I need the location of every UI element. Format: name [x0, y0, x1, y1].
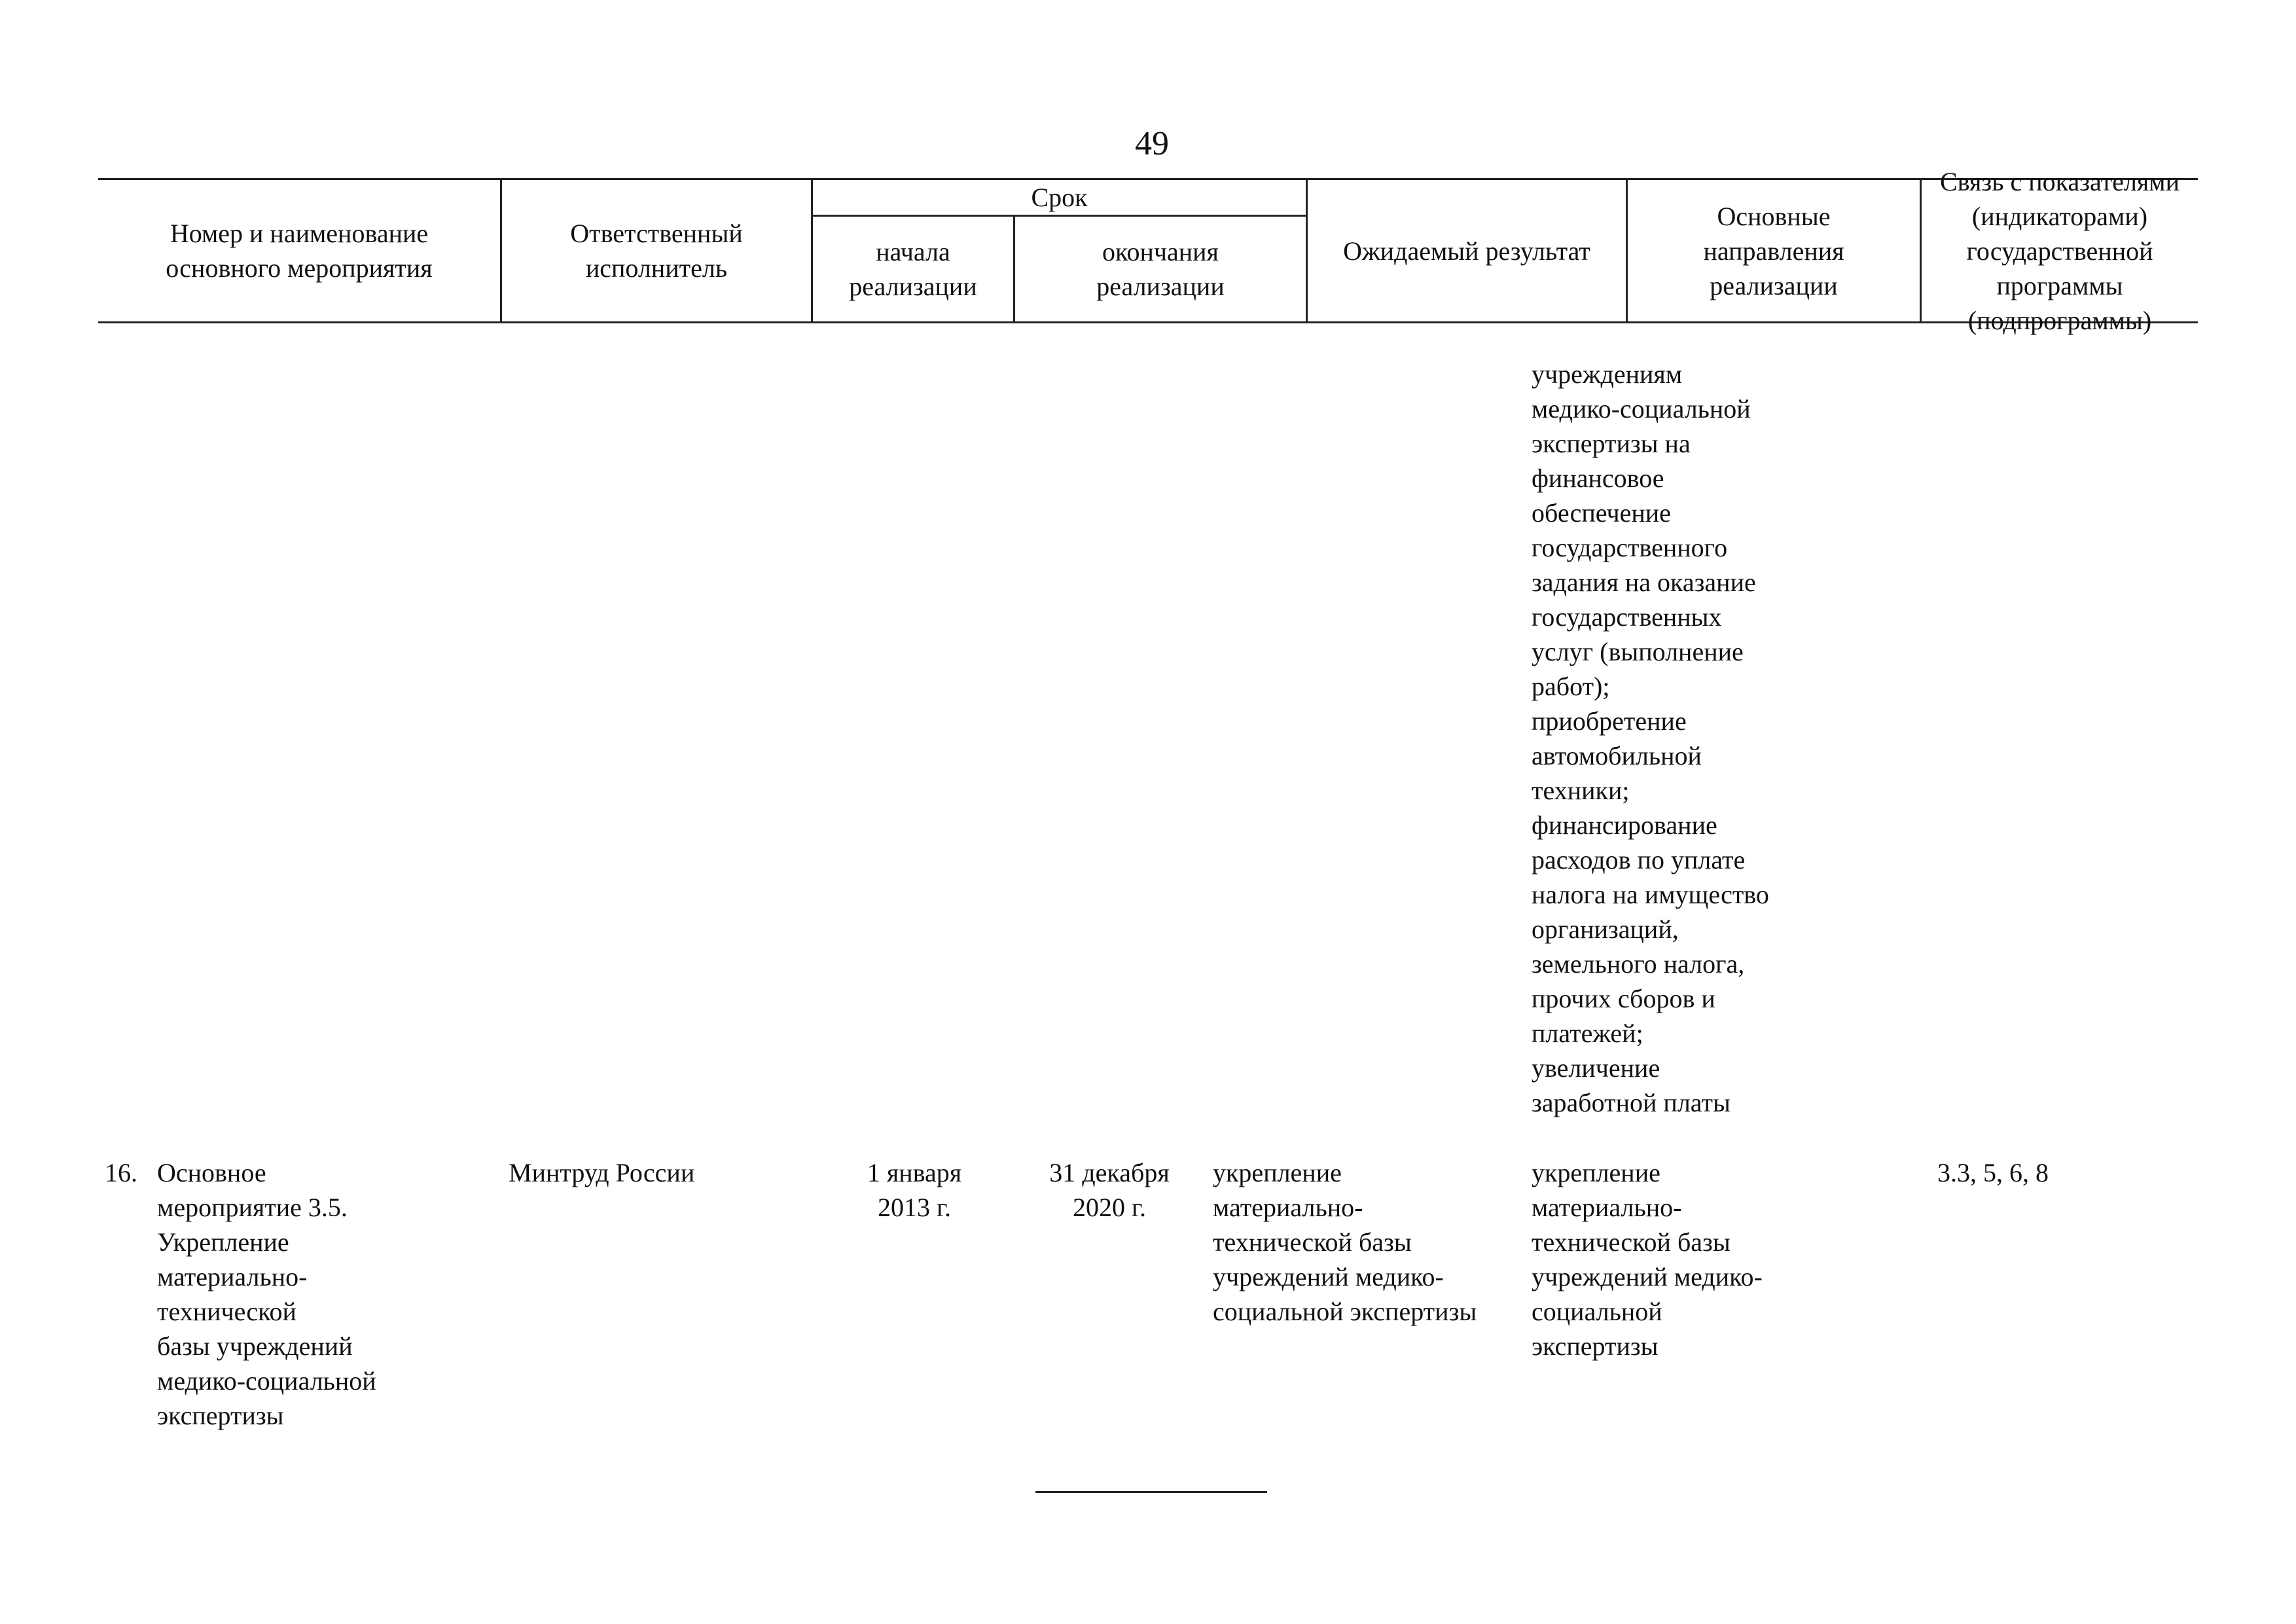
table-header: [98, 166, 2198, 335]
header-col-name: [98, 180, 500, 321]
header-col-start: [813, 217, 1013, 321]
row-directions: укрепление материально- технической базы учреждений медико- социальной экспертизы: [1532, 1158, 1763, 1361]
header-col-expected: [1308, 180, 1626, 321]
row-start: 1 января 2013 г.: [867, 1158, 962, 1222]
footer-rule: [1035, 1491, 1267, 1493]
page-number: 49: [1135, 125, 1169, 162]
header-col-indicators-text: Связь с показателями (индикаторами) государственной программы (подпрограммы): [1939, 166, 2180, 335]
row-end: 31 декабря 2020 г.: [1049, 1158, 1170, 1222]
header-col-start-text: начала реализации: [849, 237, 977, 301]
row-number: 16.: [105, 1158, 137, 1187]
header-col-directions: [1628, 180, 1920, 321]
header-col-responsible-text: Ответственный исполнитель: [570, 219, 743, 283]
header-col-indicators: [1922, 166, 2198, 335]
header-srok-text: Срок: [1031, 182, 1088, 212]
header-col-expected-text: Ожидаемый результат: [1343, 236, 1590, 266]
header-col-name-text: Номер и наименование основного мероприятия: [166, 219, 433, 283]
row-expected: укрепление материально- технической базы учреждений медико- социальной экспертизы: [1213, 1158, 1477, 1326]
row-name: Основное мероприятие 3.5. Укрепление материально-технической базы учреждений медико-социальной экспертизы: [157, 1158, 376, 1430]
continuation-directions: учреждениям медико-социальной экспертизы на финансовое обеспечение государственного задания на оказание государственных услуг (выполнение работ); приобретение автомобильной техники; финансирование расходов по уплате налога на имущество организаций, земельного налога, прочих сборов и платежей; увеличение заработной платы: [1532, 359, 1769, 1117]
row-indicators: 3.3, 5, 6, 8: [1937, 1158, 2049, 1187]
header-col-end-text: окончания реализации: [1096, 237, 1225, 301]
row-responsible: Минтруд России: [509, 1158, 695, 1187]
header-col-end: [1015, 217, 1306, 321]
header-srok: [813, 180, 1306, 214]
header-col-directions-text: Основные направления реализации: [1703, 201, 1844, 300]
header-col-responsible: [502, 180, 811, 321]
